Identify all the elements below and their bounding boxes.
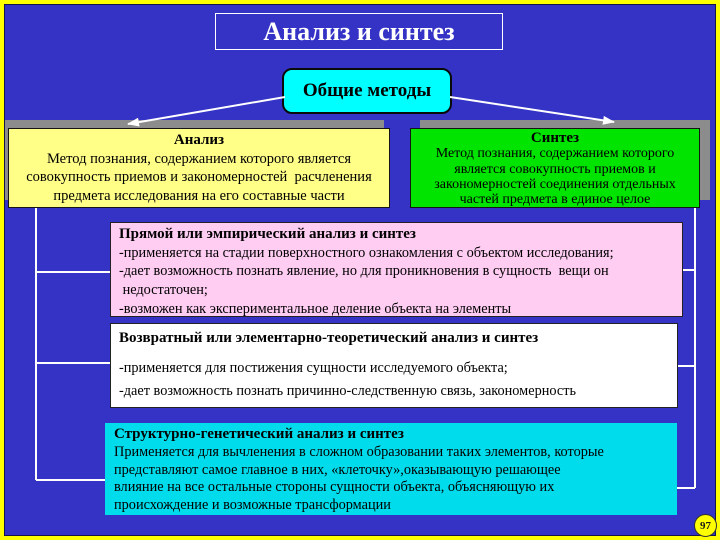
- page-number: 97: [700, 520, 711, 532]
- recurrent-analysis-text-line: -применяется для постижения сущности исследуемого объекта;: [119, 360, 508, 376]
- left-bracket-connector: [36, 208, 110, 480]
- direct-analysis-text-line: недостаточен;: [119, 282, 208, 299]
- page-title: Анализ и синтез: [263, 17, 455, 46]
- structural-analysis-heading: Структурно-генетический анализ и синтез: [114, 426, 404, 442]
- analysis-heading: Анализ: [173, 132, 225, 148]
- synthesis-text-line: является совокупность приемов и: [454, 161, 656, 177]
- synthesis-text-line: Метод познания, содержанием которого: [435, 146, 675, 162]
- arrow-to-synthesis-icon: [450, 97, 614, 122]
- synthesis-heading: Синтез: [530, 130, 580, 146]
- structural-analysis-text-line: Применяется для вычленения в сложном образовании таких элементов, которые: [114, 443, 604, 460]
- analysis-text-line: предмета исследования на его составные части: [53, 187, 345, 204]
- structural-analysis-text-line: происхождение и возможные трансформации: [114, 497, 391, 514]
- direct-analysis-text-line: -дает возможность познать явление, но для проникновения в сущность вещи он: [119, 263, 609, 280]
- structural-analysis-text-line: влияние на все остальные стороны сущности объекта, объясняющую их: [114, 479, 555, 496]
- structural-analysis-text-line: представляют самое главное в них, «клеточку»,оказывающую решающее: [114, 461, 561, 478]
- page-number-badge: [694, 514, 717, 537]
- arrow-to-analysis-icon: [128, 97, 285, 124]
- synthesis-text-line: частей предмета в единое целое: [459, 192, 651, 208]
- right-bracket-connector: [677, 208, 695, 488]
- analysis-text-line: совокупность приемов и закономерностей расчленения: [26, 169, 372, 186]
- synthesis-text-line: закономерностей соединения отдельных: [434, 176, 676, 192]
- subtitle-label: Общие методы: [302, 80, 432, 101]
- direct-analysis-text-line: -применяется на стадии поверхностного ознакомления с объектом исследования;: [119, 244, 614, 261]
- analysis-text-line: Метод познания, содержанием которого является: [46, 150, 352, 167]
- direct-analysis-text-line: -возможен как экспериментальное деление объекта на элементы: [119, 300, 512, 317]
- direct-analysis-heading: Прямой или эмпирический анализ и синтез: [119, 226, 416, 242]
- recurrent-analysis-text-line: -дает возможность познать причинно-следственную связь, закономерность: [119, 383, 576, 399]
- recurrent-analysis-heading: Возвратный или элементарно-теоретический анализ и синтез: [119, 330, 539, 346]
